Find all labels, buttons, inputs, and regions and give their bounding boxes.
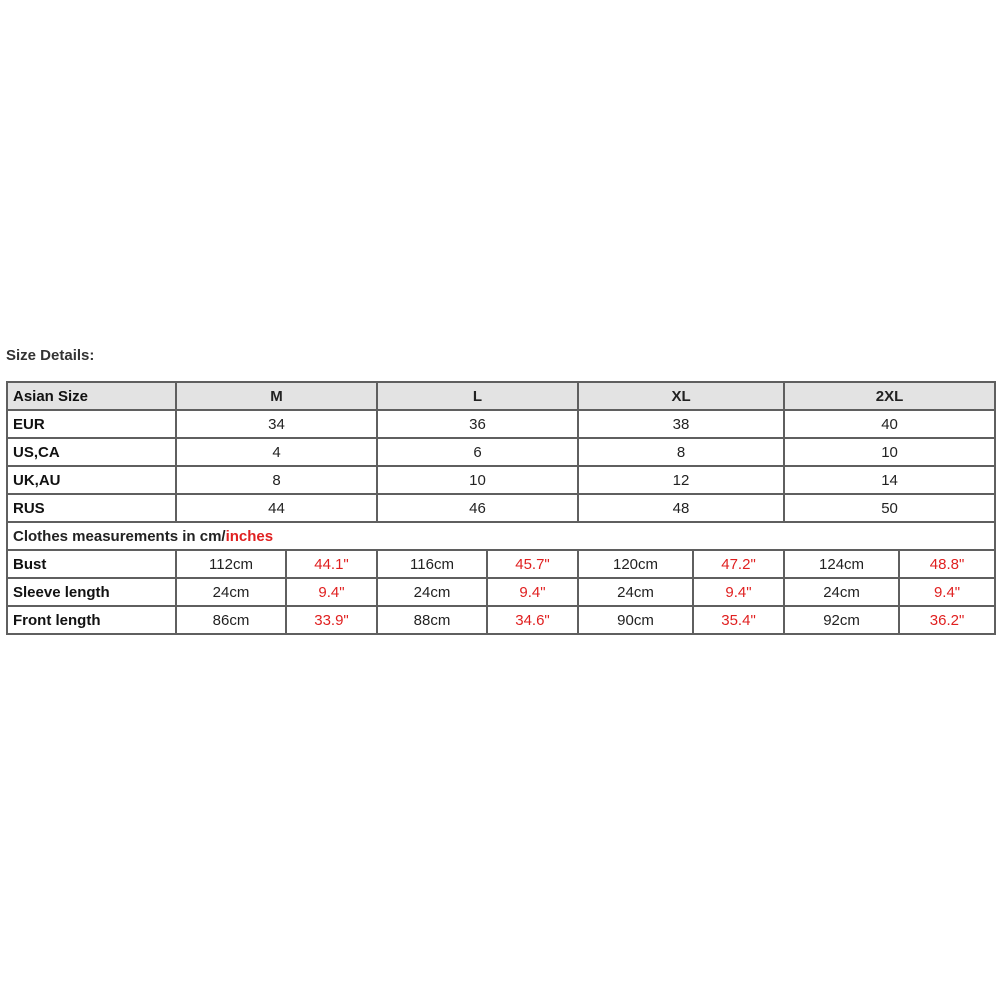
table-cell: 8 xyxy=(578,438,784,466)
inch-cell: 35.4" xyxy=(693,606,784,634)
header-label: Asian Size xyxy=(7,382,176,410)
table-cell: 10 xyxy=(377,466,578,494)
table-cell: 34 xyxy=(176,410,377,438)
table-cell: 14 xyxy=(784,466,995,494)
table-cell: 4 xyxy=(176,438,377,466)
cm-cell: 90cm xyxy=(578,606,693,634)
table-cell: 38 xyxy=(578,410,784,438)
inch-cell: 45.7" xyxy=(487,550,578,578)
row-label: Sleeve length xyxy=(7,578,176,606)
size-header-m: M xyxy=(176,382,377,410)
table-cell: 10 xyxy=(784,438,995,466)
size-table xyxy=(6,381,996,635)
inch-cell: 9.4" xyxy=(899,578,995,606)
table-cell: 12 xyxy=(578,466,784,494)
row-label: Front length xyxy=(7,606,176,634)
measurement-row-sleeve-length xyxy=(7,578,995,606)
conversion-row-us-ca xyxy=(7,438,995,466)
cm-cell: 24cm xyxy=(578,578,693,606)
header-row xyxy=(7,382,995,410)
cm-cell: 24cm xyxy=(784,578,899,606)
conversion-row-rus xyxy=(7,494,995,522)
inch-cell: 36.2" xyxy=(899,606,995,634)
table-cell: 40 xyxy=(784,410,995,438)
cm-cell: 124cm xyxy=(784,550,899,578)
row-label: US,CA xyxy=(7,438,176,466)
table-cell: 36 xyxy=(377,410,578,438)
inch-cell: 48.8" xyxy=(899,550,995,578)
cm-cell: 24cm xyxy=(377,578,487,606)
cm-cell: 88cm xyxy=(377,606,487,634)
size-header-2xl: 2XL xyxy=(784,382,995,410)
section-heading xyxy=(7,522,995,550)
cm-cell: 116cm xyxy=(377,550,487,578)
cm-cell: 120cm xyxy=(578,550,693,578)
row-label: UK,AU xyxy=(7,466,176,494)
section-suffix: inches xyxy=(225,527,274,545)
cm-cell: 24cm xyxy=(176,578,286,606)
cm-cell: 92cm xyxy=(784,606,899,634)
cm-cell: 86cm xyxy=(176,606,286,634)
page-title: Size Details: xyxy=(6,347,95,364)
row-label: RUS xyxy=(7,494,176,522)
row-label: Bust xyxy=(7,550,176,578)
table-cell: 50 xyxy=(784,494,995,522)
table-cell: 8 xyxy=(176,466,377,494)
size-header-xl: XL xyxy=(578,382,784,410)
conversion-row-uk-au xyxy=(7,466,995,494)
inch-cell: 34.6" xyxy=(487,606,578,634)
measurement-row-front-length xyxy=(7,606,995,634)
cm-cell: 112cm xyxy=(176,550,286,578)
table-cell: 48 xyxy=(578,494,784,522)
section-prefix: Clothes measurements in cm/ xyxy=(13,527,226,545)
inch-cell: 9.4" xyxy=(487,578,578,606)
table-cell: 6 xyxy=(377,438,578,466)
measurement-row-bust xyxy=(7,550,995,578)
inch-cell: 9.4" xyxy=(693,578,784,606)
size-header-l: L xyxy=(377,382,578,410)
inch-cell: 9.4" xyxy=(286,578,377,606)
row-label: EUR xyxy=(7,410,176,438)
inch-cell: 47.2" xyxy=(693,550,784,578)
inch-cell: 44.1" xyxy=(286,550,377,578)
inch-cell: 33.9" xyxy=(286,606,377,634)
section-row xyxy=(7,522,995,550)
table-cell: 46 xyxy=(377,494,578,522)
conversion-row-eur xyxy=(7,410,995,438)
table-cell: 44 xyxy=(176,494,377,522)
